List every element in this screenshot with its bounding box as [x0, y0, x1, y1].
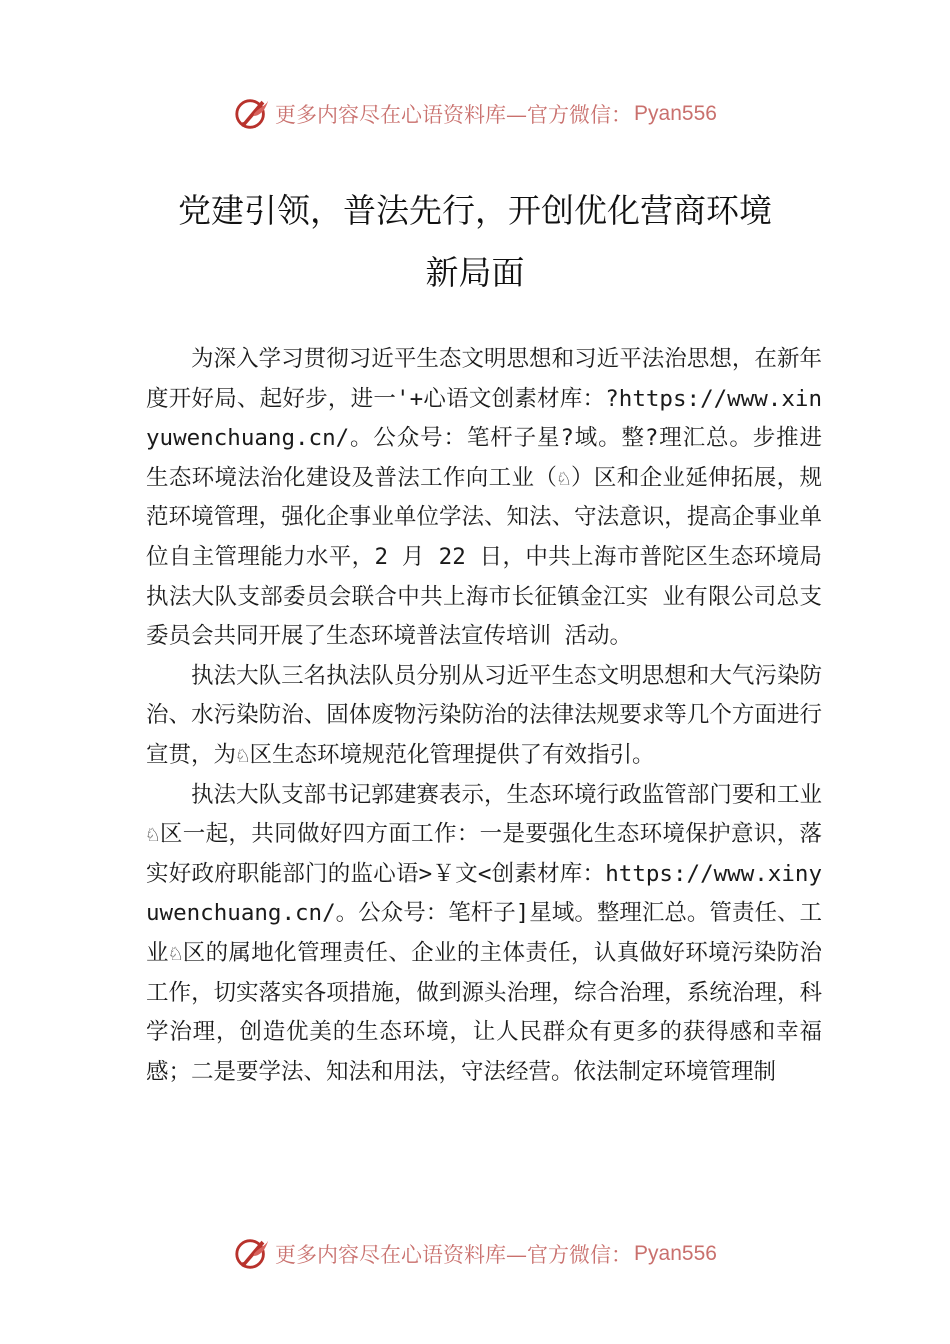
quill-pen-logo-icon — [233, 1235, 271, 1273]
title-line-1: 党建引领，普法先行，开创优化营商环境 — [178, 191, 772, 230]
document-title — [120, 180, 830, 304]
paragraph-3: 执法大队支部书记郭建赛表示，生态环境行政监管部门要和工业♘区一起，共同做好四方面工作：一是要强化生态环境保护意识，落实好政府职能部门的监心语>￥文<创素材库：https://www.xinyuwenchuang.cn/。公众号：笔杆子]星域。整理汇总。管责任、工业♘区的属地化管理责任、企业的主体责任，认真做好环境污染防治工作，切实落实各项措施，做到源头治理，综合治理，系统治理，科学治理，创造优美的生态环境，让人民群众有更多的获得感和幸福感；二是要学法、知法和用法，守法经营。依法制定环境管理制 — [146, 781, 822, 1085]
footer-banner — [0, 1232, 950, 1276]
header-banner — [0, 92, 950, 136]
banner-wechat-id: Pyan556 — [634, 1242, 717, 1265]
paragraph-2: 执法大队三名执法队员分别从习近平生态文明思想和大气污染防治、水污染防治、固体废物污染防治的法律法规要求等几个方面进行宣贯，为♘区生态环境规范化管理提供了有效指引。 — [146, 662, 822, 768]
banner-text: 更多内容尽在心语资料库—官方微信： — [275, 1243, 633, 1267]
title-line-2: 新局面 — [425, 253, 525, 292]
banner-text: 更多内容尽在心语资料库—官方微信： — [275, 103, 633, 127]
banner-wechat-id: Pyan556 — [634, 102, 717, 125]
document-body — [146, 340, 822, 1092]
paragraph-1: 为深入学习贯彻习近平生态文明思想和习近平法治思想，在新年度开好局、起好步，进一'+心语文创素材库：?https://www.xinyuwenchuang.cn/。公众号：笔杆子星?域。整?理汇总。步推进生态环境法治化建设及普法工作向工业（♘）区和企业延伸拓展，规范环境管理，强化企事业单位学法、知法、守法意识，提高企事业单位自主管理能力水平，2 月 22 日，中共上海市普陀区生态环境局执法大队支部委员会联合中共上海市长征镇金江实 业有限公司总支委员会共同开展了生态环境普法宣传培训 活动。 — [146, 346, 822, 650]
quill-pen-logo-icon — [233, 95, 271, 133]
